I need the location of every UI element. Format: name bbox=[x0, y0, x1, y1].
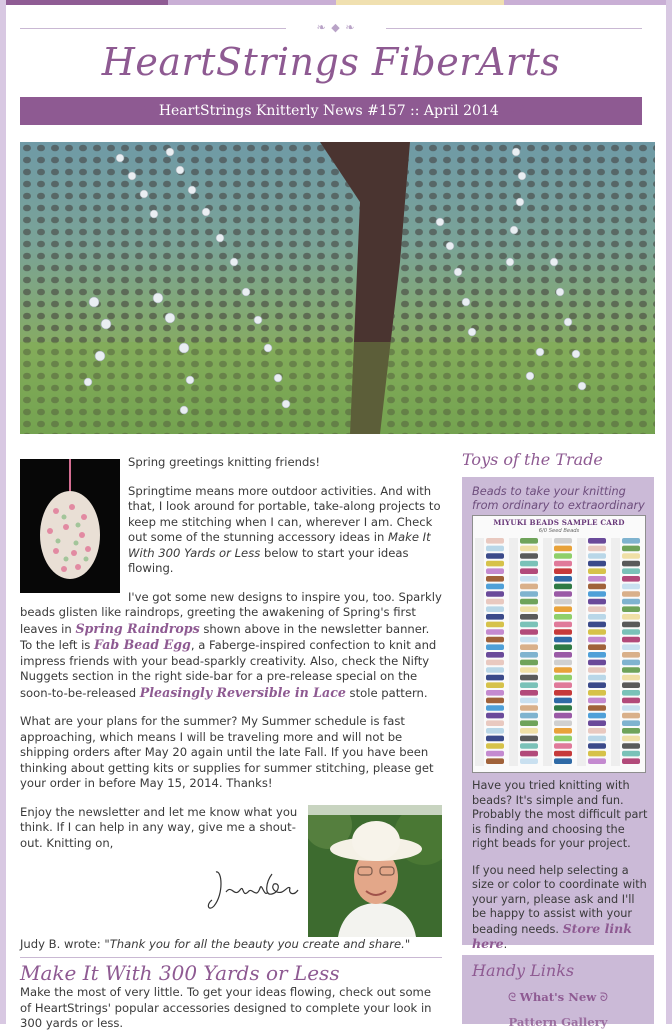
spring-raindrops-link[interactable]: Spring Raindrops bbox=[75, 620, 200, 636]
whats-new-label: What's New bbox=[519, 990, 597, 1004]
section-reference: Make It With 300 Yards or Less bbox=[128, 530, 431, 560]
sidebar-toys-box bbox=[462, 477, 654, 951]
sidebar-paragraph: Have you tried knitting with beads? It's simple and fun. Probably the most difficult part is finding and choosing the right beads for your project. bbox=[472, 779, 648, 850]
sidebar-paragraph-text: If you need help selecting a size or color to coordinate with your yarn, please ask and I'll be happy to assist with your beading needs. bbox=[472, 863, 647, 936]
paragraph-text: shown above in the newsletter banner. To the left is bbox=[20, 621, 430, 652]
pleasingly-reversible-link[interactable]: Pleasingly Reversible in Lace bbox=[139, 684, 346, 700]
paragraph-text: Springtime means more outdoor activities. And with that, I look around for portable, take-along projects to keep me stitching when I can, wherever I am. Check out some of the stunning accessory ideas in bbox=[128, 483, 441, 544]
sidebar-paragraph bbox=[472, 864, 650, 953]
testimonial-end: " bbox=[404, 936, 411, 951]
newsletter-title: HeartStrings FiberArts bbox=[101, 40, 561, 84]
fab-bead-egg-link[interactable]: Fab Bead Egg bbox=[94, 637, 191, 652]
main-column bbox=[20, 455, 442, 952]
section-title-300-yards: Make It With 300 Yards or Less bbox=[20, 961, 340, 985]
paragraph-text: below to start your ideas flowing. bbox=[128, 545, 409, 575]
store-link-period: . bbox=[503, 938, 508, 951]
hero-image-beaded-lace[interactable] bbox=[20, 142, 655, 434]
sidebar-caption: Beads to take your knitting from ordinary to extraordinary bbox=[472, 485, 645, 512]
stripe-segment bbox=[168, 0, 336, 5]
testimonial-author: Judy B. wrote: " bbox=[20, 936, 110, 951]
stripe-segment bbox=[0, 0, 168, 5]
section-divider bbox=[20, 957, 442, 958]
frame-right bbox=[666, 0, 672, 1024]
handy-links-title: Handy Links bbox=[472, 961, 575, 980]
frame-left bbox=[0, 0, 6, 1024]
paragraph-text: I've got some new designs to inspire you, too. Sparkly beads glisten like raindrops, greeting the awakening of Spring's first leaves in bbox=[20, 589, 442, 636]
sidebar-text bbox=[472, 779, 650, 965]
scroll-ornament-icon: ∾ᘐ bbox=[498, 103, 525, 119]
pattern-gallery-label: Pattern Gallery bbox=[508, 1015, 608, 1029]
bead-swatch-grid bbox=[473, 536, 645, 772]
paragraph-enjoy: Enjoy the newsletter and let me know what you think. If I can help in any way, give me a shout-out. Knitting on, bbox=[20, 804, 298, 850]
bead-card-title: MIYUKI BEADS SAMPLE CARD bbox=[493, 518, 625, 527]
issue-banner bbox=[20, 97, 642, 125]
top-stripe bbox=[0, 0, 672, 5]
stripe-segment bbox=[336, 0, 504, 5]
pattern-gallery-link[interactable] bbox=[462, 1015, 654, 1029]
scroll-ornament-icon: ᘓ∾ bbox=[137, 103, 159, 119]
bead-card-subtitle: 6/0 Seed Beads bbox=[538, 528, 580, 534]
whats-new-link[interactable] bbox=[462, 990, 654, 1005]
issue-banner-text: HeartStrings Knitterly News #157 :: April 2014 bbox=[158, 103, 499, 119]
paragraph-text: stole pattern. bbox=[345, 685, 428, 700]
sidebar-title-toys: Toys of the Trade bbox=[462, 450, 603, 469]
miyuki-bead-sample-card[interactable] bbox=[472, 515, 646, 773]
fab-bead-egg-image[interactable] bbox=[20, 459, 120, 593]
signature-jackie-icon bbox=[20, 864, 442, 924]
flourish-ornament-icon: ❧ ◆ ❧ bbox=[286, 20, 386, 36]
greeting-text: Spring greetings knitting friends! bbox=[128, 455, 321, 469]
handy-links-box bbox=[462, 955, 654, 1029]
paragraph-summer: What are your plans for the summer? My Summer schedule is fast approaching, which means I will be traveling more and will not be shipping orders after May 20 again until the late Fall. If you have been thinking about getting kits or supplies for summer stitching, please get your order in before May 15, 2014. Thanks! bbox=[20, 714, 434, 790]
section-body-300-yards: Make the most of very little. To get your ideas flowing, check out some of HeartStrings' popular accessories designed to complete your look in 300 yards or less. bbox=[20, 985, 432, 1030]
stripe-segment bbox=[504, 0, 672, 5]
link-ornament-icon: ᘓ bbox=[507, 990, 520, 1004]
link-ornament-icon: ᘐ bbox=[596, 990, 609, 1004]
store-link[interactable]: Store link here bbox=[472, 920, 632, 951]
testimonial bbox=[20, 937, 442, 953]
paragraph-new-designs bbox=[20, 590, 442, 702]
paragraph-text: , a Faberge-inspired confection to knit and impress friends with your bead-sparkly creativity. Also, check the Nifty Nuggets section in the right side-bar for a pre-release special on the soon-to-be-released bbox=[20, 638, 437, 700]
testimonial-text: Thank you for all the beauty you create and share. bbox=[109, 936, 405, 951]
